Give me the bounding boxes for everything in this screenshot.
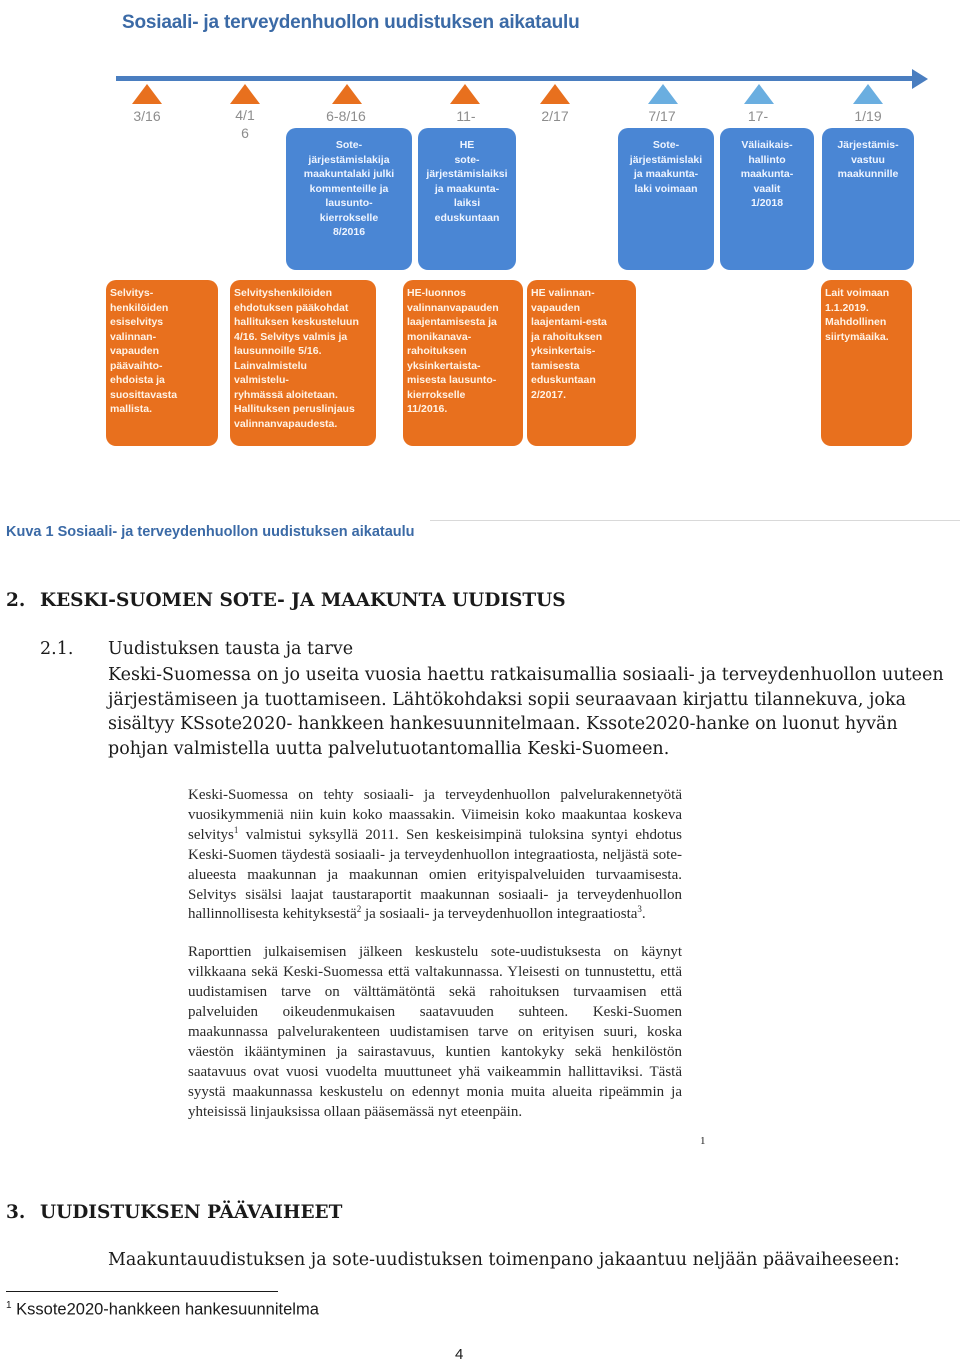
timeline-date: 4/1 6: [235, 107, 255, 141]
blue-box-sote-lakiluonnos: Sote- järjestämislakija maakuntalaki julki kommenteille ja lausunto- kierrokselle 8/2016: [286, 128, 412, 270]
timeline-date: 7/17: [648, 108, 676, 124]
section-2-number: 2.: [6, 590, 26, 611]
timeline-marker: [744, 84, 774, 104]
timeline-marker: [230, 84, 260, 104]
section-2-paragraph: Keski-Suomessa on jo useita vuosia haettu ratkaisumallia sosiaali- ja terveydenhuollon uuteen järjestämiseen ja tuottamiseen. Lähtökohdaksi sopii seuraavaan kirjattu tilannekuva, joka sisältyy KSsote2020- hankkeen hankesuunnitelmaan. Kssote2020-hanke on luonut hyvän pohjan valmistella uutta palvelutuotantomallia Keski-Suomeen.: [108, 665, 944, 759]
timeline-marker: [853, 84, 883, 104]
timeline-marker: [450, 84, 480, 104]
timeline-marker: [648, 84, 678, 104]
figure-caption: Kuva 1 Sosiaali- ja terveydenhuollon uudistuksen aikataulu: [6, 524, 415, 540]
footnote: $^1$ Kssote2020-hankkeen hankesuunnitelma: [6, 1300, 319, 1319]
blue-box-valiaikaishallinto: Väliaikais- hallinto maakunta- vaalit 1/2018: [720, 128, 814, 270]
timeline-date: 1/19: [854, 108, 882, 124]
subsection-number: 2.1.: [40, 639, 74, 659]
timeline-marker: [332, 84, 362, 104]
figure-title: Sosiaali- ja terveydenhuollon uudistuksen aikataulu: [122, 12, 580, 33]
orange-box-esiselvitys: Selvitys- henkilöiden esiselvitys valinnan- vapauden päävaihto- ehdoista ja suosittavasta mallista.: [106, 280, 218, 446]
timeline-marker: [132, 84, 162, 104]
timeline-date: 11-: [456, 108, 476, 124]
section-3-heading: UUDISTUKSEN PÄÄVAIHEET: [40, 1202, 343, 1223]
caption-divider: [430, 520, 960, 521]
orange-box-selvityshenkilot: Selvityshenkilöiden ehdotuksen pääkohdat hallituksen keskusteluun 4/16. Selvitys valmis ja lausunnoille 5/16. Lainvalmistelu valmistelu- ryhmässä aloitetaan. Hallituksen peruslinjaus valinnanvapaudesta.: [230, 280, 376, 446]
orange-box-he-valinnanvapaus: HE valinnan- vapauden laajentami-esta ja rahoituksen yksinkertais- tamisesta eduskuntaan 2/2017.: [527, 280, 636, 446]
timeline-marker: [540, 84, 570, 104]
section-3-number: 3.: [6, 1202, 26, 1223]
blue-box-lait-voimaan: Sote- järjestämislaki ja maakunta- laki voimaan: [618, 128, 714, 270]
timeline-axis: [116, 76, 916, 81]
timeline-date: 2/17: [541, 108, 569, 124]
orange-box-he-luonnos: HE-luonnos valinnanvapauden laajentamisesta ja monikanava- rahoituksen yksinkertaista- misesta lausunto- kierrokselle 11/2016.: [403, 280, 523, 446]
subsection-heading: Uudistuksen tausta ja tarve: [108, 639, 354, 659]
section-3-paragraph: Maakuntauudistuksen ja sote-uudistuksen toimenpano jakaantuu neljään päävaiheeseen:: [108, 1250, 900, 1270]
quoted-excerpt: [188, 786, 682, 1141]
section-2-heading: KESKI-SUOMEN SOTE- JA MAAKUNTA UUDISTUS: [40, 590, 566, 611]
timeline-date: 3/16: [133, 108, 161, 124]
timeline-date: 6-8/16: [326, 108, 366, 124]
timeline-figure: [100, 0, 940, 460]
footnote-divider: [6, 1291, 278, 1292]
quote-paragraph-1: Keski-Suomessa on tehty sosiaali- ja terveydenhuollon palvelurakennetyötä vuosikymmeniä niin kuin koko maassakin. Viimeisin koko maakuntaa koskeva selvitys$^1$ valmistui syksyllä 2011. Sen keskeisimpinä tuloksina syntyi ehdotus Keski-Suomen täydestä sosiaali- ja terveydenhuollon integraatiosta, neljästä sote-alueesta maakunnan ja maakunnan omien erityispalveluiden turvaamisesta. Selvitys sisälsi laajat taustaraportit maakunnan sosiaali- ja terveydenhuollon hallinnollisesta kehityksestä$^2$ ja sosiaali- ja terveydenhuollon integraatiosta$^3$.: [188, 787, 682, 923]
orange-box-lait-voimaan: Lait voimaan 1.1.2019. Mahdollinen siirtymäaika.: [821, 280, 912, 446]
blue-box-he-eduskuntaan: HE sote- järjestämislaiksi ja maakunta- laiksi eduskuntaan: [418, 128, 516, 270]
timeline-arrowhead-icon: [912, 69, 928, 89]
quote-footnote-reference: 1: [700, 1135, 706, 1147]
timeline-date: 17-: [747, 108, 769, 124]
page-number: 4: [455, 1346, 464, 1363]
blue-box-jarjestamisvastuu: Järjestämis- vastuu maakunnille: [822, 128, 914, 270]
quote-paragraph-2: Raporttien julkaisemisen jälkeen keskustelu sote-uudistuksesta on käynyt vilkkaana sekä Keski-Suomessa että valtakunnassa. Yleisesti on tunnustettu, että uudistamisen tarve on välttämätöntä sekä rahoituksen turvaamisen että palveluiden oikeudenmukaisen saatavuuden suhteen. Keski-Suomen maakunnassa palvelurakenteen uudistamisen tarve on erityisen suuri, koska väestön ikääntyminen ja sairastavuus, kuntien kantokyky sekä henkilöstön saatavuus ovat vuosi vuodelta muuttuneet yhä vaikeammin hallittaviksi. Tästä syystä maakunnassa keskustelu on edennyt monia muita alueita ripeämmin ja yhteisissä linjauksissa ollaan pääsemässä nyt eteenpäin.: [188, 944, 682, 1120]
